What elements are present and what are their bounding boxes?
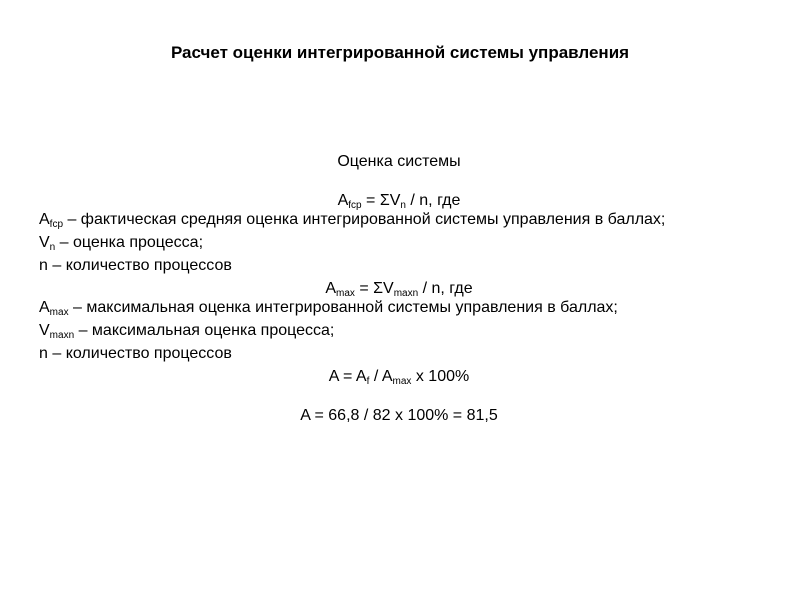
spacer [39,171,759,191]
definition-process-count: n – количество процессов [39,257,232,274]
formula-part: / n, где [418,280,473,297]
formula-part: A [337,192,349,209]
definition-subscript: fcp [49,219,64,230]
formula-part: x 100% [411,368,470,385]
formula-subscript: maxn [393,288,419,299]
formula-average-score [39,191,759,210]
definition-symbol: A [39,299,50,316]
page-title: Расчет оценки интегрированной системы управления [170,43,630,62]
definition-text: – максимальная оценка интегрированной системы управления в баллах; [68,299,618,316]
formula-part: A [325,280,337,297]
result-calculation: A = 66,8 / 82 x 100% = 81,5 [300,407,498,424]
definition-text: – оценка процесса; [55,234,204,251]
definition-max-score [39,298,759,317]
definition-average-score [39,210,759,229]
definition-subscript: n [49,242,56,253]
formula-part: = ΣV [354,280,394,297]
definition-subscript: max [49,307,69,318]
formula-subscript: f [366,376,370,387]
formula-subscript: n [400,200,406,211]
spacer [39,386,759,406]
formula-subscript: max [392,376,412,387]
slide-body [39,152,759,425]
definition-process-count-2: n – количество процессов [39,345,232,362]
formula-percentage [39,367,759,386]
formula-part: / n, где [405,192,461,209]
formula-part: / A [369,368,393,385]
definition-symbol: V [39,234,50,251]
formula-part: A = A [328,368,367,385]
definition-symbol: V [39,322,50,339]
definition-text: – фактическая средняя оценка интегрированной системы управления в баллах; [63,211,666,228]
definition-subscript: maxn [49,330,75,341]
definition-symbol: A [39,211,50,228]
definition-text: – максимальная оценка процесса; [74,322,335,339]
formula-max-score [39,279,759,298]
definition-max-process-score [39,321,759,340]
formula-subscript: fcp [348,200,362,211]
definition-process-score [39,233,759,252]
formula-part: = ΣV [361,192,401,209]
section-heading: Оценка системы [337,153,461,170]
formula-subscript: max [336,288,355,299]
